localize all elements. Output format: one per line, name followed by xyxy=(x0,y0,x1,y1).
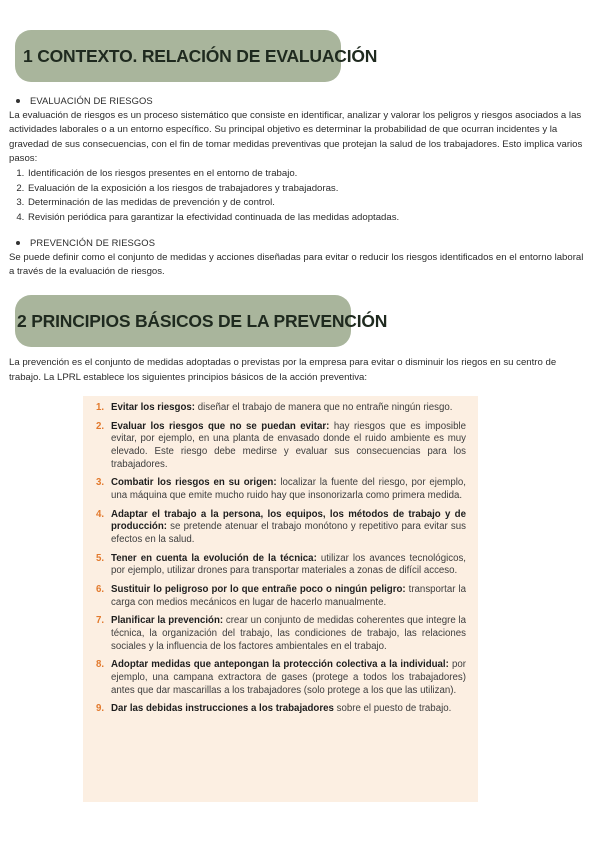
principle-item: 7. Planificar la prevención: crear un conjunto de medidas coherentes que integre la técnica, la organización del trabajo, las condiciones de trabajo, las relaciones sociales y la influencia de los factores ambientales en el trabajo. xyxy=(96,615,467,652)
section-2-title-banner xyxy=(15,295,388,347)
list-item: 1. Identificación de los riesgos presentes en el entorno de trabajo. xyxy=(27,167,585,182)
list-item: 2. Evaluación de la exposición a los riesgos de trabajadores y trabajadoras. xyxy=(27,182,585,197)
principles-box xyxy=(83,396,478,802)
section-2-title: 2 PRINCIPIOS BÁSICOS DE LA PREVENCIÓN xyxy=(17,310,388,331)
principle-item: 2. Evaluar los riesgos que no se puedan evitar: hay riesgos que es imposible evitar, por ejemplo, en una planta de envasado donde el ruido ambiente es muy elevado. Este riesgo debe medirse y evaluar sus consecuencias para los trabajadores. xyxy=(96,420,466,470)
bullet-icon xyxy=(16,99,20,103)
bullet-icon xyxy=(16,241,20,245)
section-1-title-banner xyxy=(15,30,378,82)
principle-item: 4. Adaptar el trabajo a la persona, los equipos, los métodos de trabajo y de producción: se pretende atenuar el trabajo monótono y repetitivo para evitar sus efectos en la salud. xyxy=(96,508,466,545)
risk-prevention-text: Se puede definir como el conjunto de medidas y acciones diseñadas para evitar o reducir los riesgos identificados en el entorno laboral a través de la evaluación de riesgos. xyxy=(9,251,584,278)
risk-evaluation-block xyxy=(9,94,585,225)
principle-item: 8. Adoptar medidas que antepongan la protección colectiva a la individual: por ejemplo, una campana extractora de gases (protege a todos los trabajadores) antes que dar mascarillas a los trabajadores (solo protege a los que las utilizan). xyxy=(96,659,466,696)
principle-item: 6. Sustituir lo peligroso por lo que entrañe poco o ningún peligro: transportar la carga con medios mecánicos en lugar de hacerlo manualmente. xyxy=(96,584,466,608)
principles-list xyxy=(96,402,466,716)
section-2-intro: La prevención es el conjunto de medidas adoptadas o previstas por la empresa para evitar o disminuir los riegos en su centro de trabajo. La LPRL establece los siguientes principios básicos de la acción preventiva: xyxy=(9,357,557,383)
section-1-title: 1 CONTEXTO. RELACIÓN DE EVALUACIÓN xyxy=(23,45,378,66)
risk-prevention-block xyxy=(9,236,585,280)
risk-evaluation-steps xyxy=(9,167,585,225)
principle-item: 3. Combatir los riesgos en su origen: localizar la fuente del riesgo, por ejemplo, una máquina que emite mucho ruido hay que insonorizarla como primera medida. xyxy=(96,477,466,501)
risk-prevention-heading: PREVENCIÓN DE RIESGOS xyxy=(9,236,585,251)
list-item: 4. Revisión periódica para garantizar la efectividad continuada de las medidas adoptadas. xyxy=(27,211,585,226)
risk-evaluation-heading: EVALUACIÓN DE RIESGOS xyxy=(9,94,585,109)
risk-evaluation-text: La evaluación de riesgos es un proceso sistemático que consiste en identificar, analizar y valorar los peligros y riesgos asociados a las actividades laborales o a un entorno específico. Su principal objetivo es determinar la probabilidad de que ocurran incidentes y la gravedad de sus consecuencias, con el fin de tomar medidas preventivas que protejan la salud de los trabajadores. Esto implica varios pasos: xyxy=(9,109,583,165)
principle-item: 5. Tener en cuenta la evolución de la técnica: utilizar los avances tecnológicos, por ejemplo, utilizar drones para transportar materiales a zonas de difícil acceso. xyxy=(96,552,466,577)
principle-item: 9. Dar las debidas instrucciones a los trabajadores sobre el puesto de trabajo. xyxy=(96,703,452,715)
principle-item: 1. Evitar los riesgos: diseñar el trabajo de manera que no entrañe ningún riesgo. xyxy=(96,402,453,413)
list-item: 3. Determinación de las medidas de prevención y de control. xyxy=(27,196,585,211)
